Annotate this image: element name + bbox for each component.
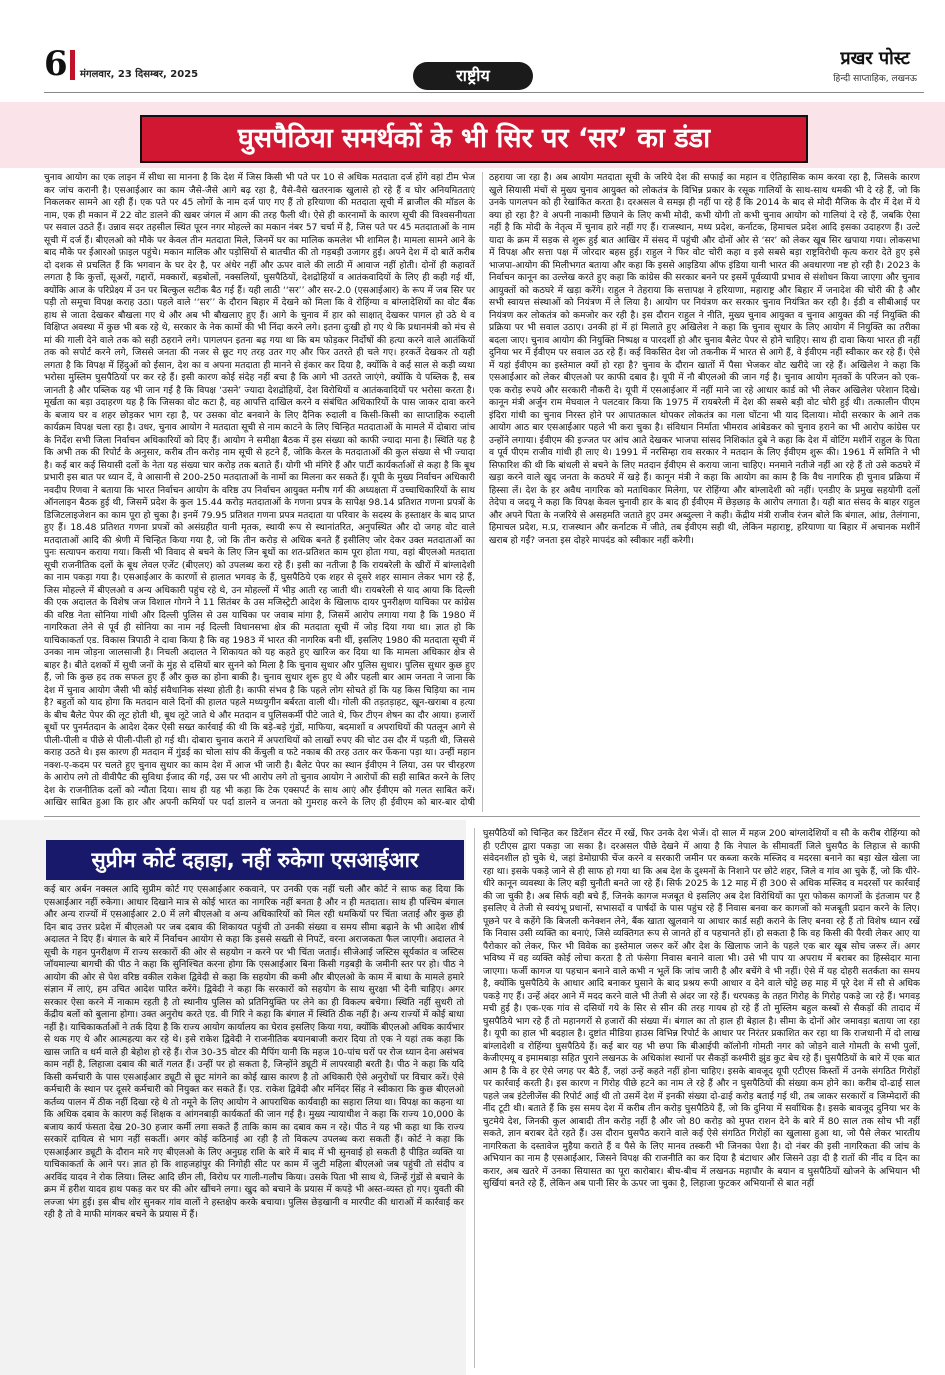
brand-name: प्रखर पोस्ट [840, 48, 910, 69]
sub-article-text: कई बार अर्बन नक्सल आदि सुप्रीम कोर्ट गए एसआईआर रुकवाने, पर उनकी एक नहीं चली और कोर्ट ने साफ कह दिया कि एसआईआर नहीं रुकेगा। आधार दिखाने मात्र से कोई भारत का नागरिक नहीं बनता है और न ही मतदाता। साथ ही पश्चिम बंगाल और अन्य राज्यों में एसआईआर 2.0 में लगे बीएलओ व अन्य अधिकारियों को मिल रही धमकियों पर चिंता जताई और कुछ ही दिन बाद उत्तर प्रदेश में बीएलओ पर जब दबाव की शिकायत पहुंची तो उनकी संख्या व समय सीमा बढ़ाने के भी आदेश शीर्ष अदालत ने दिए हैं। बंगाल के बारे में निर्वाचन आयोग से कहा कि इससे सख्ती से निपटें, वरना अराजकता फैल जाएगी। अदालत ने सूची के गहन पुनरीक्षण में राज्य सरकारों की ओर से सहयोग न करने पर भी चिंता जताई। सीजेआई जस्टिस सूर्यकांत व जस्टिस जॉयमाल्या बागची की पीठ ने कहा कि सुनिश्चित करना होगा कि एसआईआर बिना किसी गड़बड़ी के जमीनी स्तर पर हो। पीठ ने आयोग की ओर से पेश वरिष्ठ वकील राकेश द्विवेदी से कहा कि सहयोग की कमी और बीएलओ के काम में बाधा के मामले हमारे संज्ञान में लाएं, हम उचित आदेश पारित करेंगे। द्विवेदी ने कहा कि सरकारों को सहयोग के साथ सुरक्षा भी देनी चाहिए। अगर सरकार ऐसा करने में नाकाम रहती है तो स्थानीय पुलिस को प्रतिनियुक्ति पर लेने का ही विकल्प बचेगा। स्थिति नहीं सुधरी तो केंद्रीय बलों को बुलाना होगा। उक्त अनुरोध करते एड. वी गिरि ने कहा कि बंगाल में स्थिति ठीक नहीं है। अन्य राज्यों में कोई बाधा नहीं है। याचिकाकर्ताओं ने तर्क दिया है कि राज्य आयोग कार्यालय का घेराव इसलिए किया गया, क्योंकि बीएलओ अधिक कार्यभार से थक गए थे और आत्महत्या कर रहे थे। इसे राकेश द्विवेदी ने राजनीतिक बयानबाजी करार दिया तो एक ने यहां तक कहा कि खास जाति व धर्म वाले ही बेहोश हो रहे हैं। रोज 30-35 वोटर की मैपिंग यानी कि महज 10-पांच घरों पर रोज ध्यान देना असंभव काम नहीं है, लिहाजा दबाव की बातें गलत हैं। उन्हीं पर हो सकता है, जिन्होंने ड्यूटी में लापरवाही बरती है। पीठ ने कहा कि यदि किसी कर्मचारी के पास एसआईआर ड्यूटी से छूट मांगने का कोई खास कारण है तो अधिकारी ऐसे अनुरोधों पर विचार करें। ऐसे कर्मचारी के स्थान पर दूसरे कर्मचारी को नियुक्त कर सकते हैं। एड. राकेश द्विवेदी और मनिंदर सिंह ने स्वीकारा कि कुछ बीएलओ कर्तव्य पालन में ठीक नहीं दिखा रहे थे तो नमूने के लिए आयोग ने आपराधिक कार्यवाही का सहारा लिया था। विपक्ष का कहना था कि अधिक दबाव के कारण कई शिक्षक व आंगनबाड़ी कार्यकर्ता की जान गई है। मुख्य न्यायाधीश ने कहा कि राज्य 10,000 के बजाय कार्य फंसता देख 20-30 हजार कर्मी लगा सकते हैं ताकि काम का दबाव कम न रहे। पीठ ने यह भी कहा था कि राज्य सरकारें दायित्व से भाग नहीं सकतीं। अगर कोई कठिनाई आ रही है तो विकल्प उपलब्ध करा सकती हैं। कोर्ट ने कहा कि एसआईआर ड्यूटी के दौरान मारे गए बीएलओ के लिए अनुग्रह राशि के बारे में बाद में भी सुनवाई हो सकती है पीड़ित व्यक्ति या याचिकाकर्ता के आने पर। ज्ञात हो कि शाहजहांपुर की निगोही सीट पर काम में जुटी महिला बीएलओ जब पहुंची तो संदीप व अरविंद यादव ने रोक लिया। लिस्ट आदि छीन ली, विरोध पर गाली-गलौच किया। उसके पिता भी साथ थे, जिन्हें गुंडों से बचाने के क्रम में हरीश यादव हाथ पकड़ कर घर की ओर खींचने लगा। खुद को बचाने के प्रयास में कपड़े भी अस्त-व्यस्त हो गए। युवती की लज्जा भंग हुई। इस बीच शोर सुनकर गांव वालों ने हस्तक्षेप करके बचाया। पुलिस छेड़खानी व मारपीट की धाराओं में कार्रवाई कर रही है तो वे माफी मांगकर बचने के प्रयास में हैं। [44, 885, 464, 1220]
brand-logo [833, 46, 917, 84]
main-headline: घुसपैठिया समर्थकों के भी सिर पर ‘सर’ का डंडा [140, 115, 808, 163]
section-divider [44, 816, 920, 817]
masthead [0, 0, 945, 100]
page-number-bar [70, 50, 75, 80]
sub-headline: सुप्रीम कोर्ट दहाड़ा, नहीं रुकेगा एसआईआर [46, 840, 464, 880]
brand-tagline: हिन्दी साप्ताहिक, लखनऊ [833, 74, 917, 84]
main-article-text: चुनाव आयोग का एक लाइन में सीधा सा मानना है कि देश में जिस किसी भी पते पर 10 से अधिक मतदाता दर्ज होंगे वहां टीम भेज कर जांच करानी है। एसआईआर का काम जैसे-जैसे आगे बढ़ रहा है, वैसे-वैसे खतरनाक खुलासे हो रहे हैं व घोर अनियमितताएं निकलकर सामने आ रही हैं। एक पते पर 45 लोगों के नाम दर्ज पाए गए हैं तो हरियाणा की मतदाता सूची में ब्राजील की मॉडल के नाम, एक ही मकान में 22 वोट डालने की खबर जंगल में आग की तरह फैली थी। ऐसे ही कारनामों के कारण सूची की विश्वसनीयता पर सवाल उठते हैं। उन्नाव सदर तहसील स्थित पूरन नगर मोहल्ले का मकान नंबर 57 चर्चा में है, जिस पते पर 45 मतदाताओं के नाम सूची में दर्ज हैं। बीएलओ को मौके पर केवल तीन मतदाता मिले, जिनमें घर का मालिक कमलेश भी शामिल है। मामला सामने आने के बाद मौके पर ईआरओ फ़ाइल पहुंचे। मकान मालिक और पड़ोसियों से बातचीत की तो गड़बड़ी उजागर हुई। अपने देश में दो बातें करीब दो दशक से प्रचलित हैं कि भगवान के घर देर है, पर अंधेर नहीं और ऊपर वाले की लाठी में आवाज नहीं होती। दोनों ही कहावतें लगता है कि कुत्तों, सूअरों, गद्दारों, मक्कारों, बड़बोलों, नक्सलियों, घुसपैठियों, देशद्रोहियों व आतंकवादियों के लिए ही कही गई थीं, क्योंकि आज के परिप्रेक्ष्य में उन पर बिल्कुल सटीक बैठ गई हैं। यही लाठी ‘‘सर’’ और सर-2.0 (एसआईआर) के रूप में जब सिर पर पड़ी तो समूचा विपक्ष कराह उठा। पहले वाले ‘‘सर’’ के दौरान बिहार में देखने को मिला कि वे रोहिंग्या व बांग्लादेशियों का वोट बैंक हाथ से जाता देखकर बौखला गए थे और अब भी बौखलाए हुए हैं। आगे के चुनाव में हार को साक्षात् देखकर पागल हो उठे थे व विक्षिप्त अवस्था में कुछ भी बक रहे थे, सरकार के नेक कामों की भी निंदा करने लगे। इतना दुःखी हो गए थे कि प्रधानमंत्री को मंच से मां की गाली देने वाले तक को सही ठहराने लगे। पागलपन इतना बढ़ गया था कि बम फोड़कर निर्दोषों की हत्या करने वाले आतंकियों तक को सपोर्ट करने लगे, जिससे जनता की नजर से छूट गए तरह उतर गए और फिर उतरते ही चले गए। हरकतें देखकर तो यही लगता है कि विपक्ष में हिंदुओं को ईसान, देश का व अपना मतदाता ही मानने से इंकार कर दिया है, क्योंकि वे कई साल से कड़ी व्यथा भरोसा मुस्लिम घुसपैठियों पर कर रहे हैं। इसी कारण कोई संदेह नहीं बचा है कि आगे भी उतरते जाएंगे, क्योंकि ये पब्लिक है, सब जानती है और पब्लिक यह भी जान गई है कि विपक्ष ‘उसने’ ज्यादा देशद्रोहियों, देश विरोधियों व आतंकवादियों पर भरोसा करता है। मूर्खता का बड़ा उदाहरण यह है कि जिसका वोट कटा है, वह आपत्ति दाखिल करने व संबंधित अधिकारियों के पास जाकर दावा करने के बजाय घर व शहर छोड़कर भाग रहा है, पर उसका वोट बनवाने के लिए दैनिक रुदाली व किसी-किसी का साप्ताहिक रुदाली कार्यक्रम विपक्ष चला रहा है। उधर, चुनाव आयोग ने मतदाता सूची से नाम काटने के लिए चिन्हित मतदाताओं के मामले में दोबारा जांच के निर्देश सभी जिला निर्वाचन अधिकारियों को दिए हैं। आयोग ने समीक्षा बैठक में इस संख्या को काफी ज्यादा माना है। स्थिति यह है कि अभी तक की रिपोर्ट के अनुसार, करीब तीन करोड़ नाम सूची से हटने हैं, जोकि केरल के मतदाताओं की कुल संख्या से भी ज्यादा है। कई बार कई सियासी दलों के नेता यह संख्या चार करोड़ तक बताते हैं। योगी भी मंगिरे हैं और पार्टी कार्यकर्ताओं से कहा है कि बूथ प्रभारी इस बात पर ध्यान दें, वे आसानी से 200-250 मतदाताओं के नामों का मिलना कर सकते हैं। यूपी के मुख्य निर्वाचन अधिकारी नवदीप रिणवा ने बताया कि भारत निर्वाचन आयोग के वरिष्ठ उप निर्वाचन आयुक्त मनीष गर्ग की अध्यक्षता में उच्चाधिकारियों के साथ ऑनलाइन बैठक हुई थी, जिसमें प्रदेश के कुल 15.44 करोड़ मतदाताओं के गणना प्रपत्र के सापेक्ष 98.14 प्रतिशत गणना प्रपत्रों के डिजिटलाइजेशन का काम पूरा हो चुका है। इनमें 79.95 प्रतिशत गणना प्रपत्र मतदाता या परिवार के सदस्य के हस्ताक्षर के बाद प्राप्त हुए हैं। 18.48 प्रतिशत गणना प्रपत्रों को असंग्रहीत यानी मृतक, स्थायी रूप से स्थानांतरित, अनुपस्थित और दो जगह वोट वाले मतदाताओं आदि की श्रेणी में चिन्हित किया गया है, जो कि तीन करोड़ से अधिक बनते हैं इसीलिए जोर देकर उक्त मतदाताओं का पुनः सत्यापन कराया गया। किसी भी विवाद से बचने के लिए जिन बूथों का शत-प्रतिशत काम पूरा होता गया, वहां बीएलओ मतदाता सूची राजनीतिक दलों के बूथ लेवल एजेंट (बीएलए) को उपलब्ध करा रहे हैं। इसी का नतीजा है कि रायबरेली के खीरों में बांग्लादेशी का नाम पकड़ा गया है। एसआईआर के कारणों से हालात भगवड़ के हैं, घुसपैठिये एक शहर से दूसरे शहर सामान लेकर भाग रहे हैं, जिस मोहल्ले में बीएलओ व अन्य अधिकारी पहुंच रहे थे, उन मोहल्लों में भीड़ आती रह जाती थी। रायबरेली से याद आया कि दिल्ली की एक अदालत के विशेष जज विशाल गोगने ने 11 सितंबर के उस मजिस्ट्रेटी आदेश के खिलाफ दायर पुनरीक्षण याचिका पर कांग्रेस की वरिष्ठ नेता सोनिया गांधी और दिल्ली पुलिस से उस याचिका पर जवाब मांगा है, जिसमें आरोप लगाया गया है कि 1980 में नागरिकता लेने से पूर्व ही सोनिया का नाम नई दिल्ली विधानसभा क्षेत्र की मतदाता सूची में जोड़ दिया गया था। ज्ञात हो कि याचिकाकर्ता एड. विकास त्रिपाठी ने दावा किया है कि वह 1983 में भारत की नागरिक बनी थीं, इसलिए 1980 की मतदाता सूची में उनका नाम जोड़ना जालसाजी है। निचली अदालत ने शिकायत को यह कहते हुए खारिज कर दिया था कि मामला अधिकार क्षेत्र से बाहर है। बीते दशकों में सुधी जनों के मुंह से दसियों बार सुनने को मिला है कि चुनाव सुधार और पुलिस सुधार। पुलिस सुधार कुछ हुए हैं, जो कि कुछ हद तक सफल हुए हैं और कुछ का होना बाकी है। चुनाव सुधार शुरू हुए थे और पहली बार आम जनता ने जाना कि देश में चुनाव आयोग जैसी भी कोई संवैधानिक संस्था होती है। काफी संभव है कि पहले लोग सोचते हों कि यह किस चिड़िया का नाम है? बहुतों को याद होगा कि मतदान वाले दिनों की हालत पहले मध्ययुगीन बर्बरता वाली थी। गोली की तड़तड़ाहट, खून-खराबा व हत्या के बीच बैलेट पेपर की लूट होती थी, बूथ लूटे जाते थे और मतदान व पुलिसकर्मी पीटे जाते थे, फिर टीएन शेषन का दौर आया। हजारों बूथों पर पुनर्मतदान के आदेश देकर ऐसी सख्त कार्रवाई की थी कि बड़े-बड़े गुंडों, माफिया, बदमाशों व अपराधियों की पतलून आगे से पीली-पीली व पीछे से पीली-पीली हो गई थी। दोबारा चुनाव कराने में अपराधियों को लाखों रुपए की चोट उस दौर में पड़ती थी, जिससे कराह उठते थे। इस कारण ही मतदान में गुंडई का चोला सांप की केंचुली व फटे नकाब की तरह उतार कर फेंकना पड़ा था। उन्हीं महान नक्श-ए-कदम पर चलते हुए चुनाव सुधार का काम देश में आज भी जारी है। बैलेट पेपर का स्थान ईवीएम ने लिया, उस पर चीरहरण के आरोप लगे तो वीवीपैट की सुविधा ईजाद की गई, उस पर भी आरोप लगे तो चुनाव आयोग ने आरोपों की सही साबित करने के लिए देश के राजनीतिक दलों को न्यौता दिया। साथ ही यह भी कहा कि टेक एक्सपर्ट के साथ आएं और ईवीएम को गलत साबित करें। आखिर साबित हुआ कि हार और अपनी कमियों पर पर्दा डालने व जनता को गुमराह करने के लिए ही ईवीएम को बार-बार दोषी ठहराया जा रहा है। अब आयोग मतदाता सूची के जरिये देश की सफाई का महान व ऐतिहासिक काम करवा रहा है, जिसके कारण खुले सियासी मंचों से मुख्य चुनाव आयुक्त को लोकतंत्र के विभिन्न प्रकार के रसूक गालियों के साथ-साथ धमकी भी दे रहे हैं, जो कि उनके पागलपन को ही रेखांकित करता है। दरअसल वे समझ ही नहीं पा रहे हैं कि 2014 के बाद से मोदी मैजिक के दौर में देश में ये क्या हो रहा है? वे अपनी नाकामी छिपाने के लिए कभी मोदी, कभी योगी तो कभी चुनाव आयोग को गालियां दे रहे हैं, जबकि ऐसा नहीं है कि मोदी के नेतृत्व में चुनाव हारे नहीं गए हैं। राजस्थान, मध्य प्रदेश, कर्नाटक, हिमाचल प्रदेश आदि इसका उदाहरण हैं। उल्टे यादा के क्रम में सड़क से शुरू हुई बात आखिर में संसद में पहुंची और दोनों ओर से ‘सर’ को लेकर खूब सिर खपाया गया। लोकसभा में विपक्ष और सत्ता पक्ष में जोरदार बहस हुई। राहुल ने फिर वोट चोरी कहा व इसे सबसे बड़ा राष्ट्रविरोधी कृत्य करार देते हुए इसे भाजपा-आयोग की मिलीभगत बताया और कहा कि इससे आइडिया ऑफ इंडिया यानी भारत की अवधारणा नष्ट हो रही है। 2023 के निर्वाचन कानून का उल्लेख करते हुए कहा कि कांग्रेस की सरकार बनने पर इसमें पूर्वव्यापी प्रभाव से संशोधन किया जाएगा और चुनाव आयुक्तों को कठघरे में खड़ा करेंगे। राहुल ने तेहराया कि सत्तापक्ष ने हरियाणा, महाराष्ट्र और बिहार में जनादेश की चोरी की है और सभी स्वायत्त संस्थाओं को नियंत्रण में ले लिया है। आयोग पर नियंत्रण कर सरकार चुनाव नियंत्रित कर रही है। ईडी व सीबीआई पर नियंत्रण कर लोकतंत्र को कमजोर कर रही है। इस दौरान राहुल ने नीति, मुख्य चुनाव आयुक्त व चुनाव आयुक्त की नई नियुक्ति की प्रक्रिया पर भी सवाल उठाए। उनकी हां में हां मिलाते हुए अखिलेश ने कहा कि चुनाव सुधार के लिए आयोग में नियुक्ति का तरीका बदला जाए। चुनाव आयोग की नियुक्ति निष्पक्ष व पारदर्शी हो और चुनाव बैलेट पेपर से होने चाहिए। साथ ही दावा किया भारत ही नहीं दुनिया भर में ईवीएम पर सवाल उठ रहे हैं। कई विकसित देश जो तकनीक में भारत से आगे हैं, वे ईवीएम नहीं स्वीकार कर रहे हैं। ऐसे में यहां ईवीएम का इस्तेमाल क्यों हो रहा है? चुनाव के दौरान खातों में पैसा भेजकर वोट खरीदे जा रहे हैं। अखिलेश ने कहा कि एसआईआर को लेकर बीएलओ पर काफी दबाव है। यूपी में नौ बीएलओ की जान गई है। चुनाव आयोग मृतकों के परिजन को एक-एक करोड़ रुपये और सरकारी नौकरी दे। यूपी में एसआईआर में नहीं माने जा रहे आधार कार्ड को भी लेकर अखिलेश परेशान दिखे। कानून मंत्री अर्जुन राम मेघवाल ने पलटवार किया कि 1975 में रायबरेली में देश की सबसे बड़ी वोट चोरी हुई थी। तत्कालीन पीएम इंदिरा गांधी का चुनाव निरस्त होने पर आपातकाल थोपकर लोकतंत्र का गला घोंटना भी याद दिलाया। मोदी सरकार के आने तक आयोग आठ बार एसआईआर पहले भी करा चुका है। संविधान निर्माता भीमराव आंबेडकर को चुनाव हराने का भी आरोप कांग्रेस पर उन्होंने लगाया। ईवीएम की इज्जत पर आंच आते देखकर भाजपा सांसद निशिकांत दुबे ने कहा कि देश में वोटिंग मशीनें राहुल के पिता व पूर्व पीएम राजीव गांधी ही लाए थे। 1991 में नरसिम्हा राव सरकार ने मतदान के लिए ईवीएम शुरू की। 1961 में समिति ने भी सिफारिश की थी कि बांधली से बचने के लिए मतदान ईवीएम से कराया जाना चाहिए। मनमाने नतीजे नहीं आ रहे हैं तो उसे कठघरे में खड़ा करने वाले खुद जनता के कठघरे में खड़े हैं। कानून मंत्री ने कहा कि आयोग का काम है कि वैध नागरिक ही चुनाव प्रक्रिया में हिस्सा लें। देश के हर अवैध नागरिक को मताधिकार मिलेगा, पर रोहिंग्या और बांग्लादेशी को नहीं। एनडीए के प्रमुख सहयोगी दलों तेदेपा व जदयू ने कहा कि विपक्ष केवल चुनावी हार के बाद ही ईवीएम में छेड़छाड़ के आरोप लगाता है। यही बात संसद के बाहर राहुल और अपने पिता के नजरिये से असहमति जताते हुए उमर अब्दुल्ला ने कही। केंद्रीय मंत्री राजीव रंजन बोले कि बंगाल, आंध्र, तेलंगाना, हिमाचल प्रदेश, म.प्र, राजस्थान और कर्नाटक में जीते, तब ईवीएम सही थी, लेकिन महाराष्ट्र, हरियाणा या बिहार में अचानक मशीनें खराब हो गईं? जनता इस दोहरे मापदंड को स्वीकार नहीं करेगी। [44, 173, 920, 808]
main-article [44, 172, 920, 812]
page-number: 6 [44, 44, 68, 84]
section-label: राष्ट्रीय [413, 62, 533, 90]
continued-article-text: घुसपैठियों को चिन्हित कर डिटेंशन सेंटर में रखें, फिर उनके देश भेजें। दो साल में महज 200 बांग्लादेशियों व सौ के करीब रोहिंग्या को ही एटीएस द्वारा पकड़ा जा सका है। दरअसल पीछे देखने में आया है कि नेपाल के सीमावर्ती जिले घुसपैठ के लिहाज से काफी संवेदनशील हो चुके थे, जहां डेमोग्राफी चेंज करने व सरकारी जमीन पर कब्जा करके मस्जिद व मदरसा बनाने का बड़ा खेल खेला जा रहा था। इसके पकड़े जाने से ही साफ हो गया था कि अब देश के दुश्मनों के निशाने पर छोटे शहर, जिले व गांव आ चुके हैं, जो कि धीरे-धीरे कानून व्यवस्था के लिए बड़ी चुनौती बनते जा रहे हैं। सिर्फ 2025 के 12 माह में ही 300 से अधिक मस्जिद व मदरसों पर कार्रवाई की जा चुकी है। अब सिर्फ वही बचे हैं, जिनके कागज मजबूत थे इसलिए अब देश विरोधियों का पूरा फोकस कागजों के इंतजाम पर है इसलिए वे तेजी से स्वयंभू प्रधानों, सभासदों व पार्षदों के पास पहुंच रहे हैं निवास बनवा कर कागजों को मजबूती प्रदान करने के लिए। पूछने पर वे कहेंगे कि बिजली कनेक्शन लेने, बैंक खाता खुलवाने या आधार कार्ड सही कराने के लिए बनवा रहे हैं तो विशेष ध्यान रखें कि निवास उसी व्यक्ति का बनाएं, जिसे व्यक्तिगत रूप से जानते हों व पहचानते हों। हो सकता है कि वह किसी की पैरवी लेकर आए या पैरोकार को लेकर, फिर भी विवेक का इस्तेमाल जरूर करें और देश के खिलाफ जाने के पहले एक बार खूब सोच जरूर लें। अगर भविष्य में वह व्यक्ति कोई लोचा करता है तो फंसेगा निवास बनाने वाला भी। उसे भी पाप या अपराध में बराबर का हिस्सेदार माना जाएगा। फर्जी कागज या पहचान बनाने वाले कभी न भूलें कि जांच जारी है और बचेंगे वे भी नहीं। ऐसे में यह दोहरी सतर्कता का समय है, क्योंकि घुसपैठिये के आधार आदि बनाकर घुसाने के बाद प्रश्रय रूपी आधार व देने वाले चोट्टे छह माह में पूरे देश में सौ से अधिक पकड़े गए हैं। उन्हें अंदर आने में मदद करने वाले भी तेजी से अंदर जा रहे हैं। धरपकड़ के तहत गिरोह के गिरोह पकड़े जा रहे हैं। भगवड़ मची हुई है। एक-एक गांव से दसियों गये के सिर से सीन की तरह गायब हो रहे हैं तो मुस्लिम बहुल कस्बों से सैकड़ों की तादाद में घुसपैठिये भाग रहे हैं तो महानगरों से हजारों की संख्या में। बंगाल का तो हाल ही बेहाल है। सीमा के दोनों ओर जमावड़ा बताया जा रहा है। यूपी का हाल भी बदहाल है। दुष्टांत मीडिया हाउस विभिन्न रिपोर्ट के आधार पर निरंतर प्रकाशित कर रहा था कि राजधानी में दो लाख बांग्लादेशी व रोहिंग्या घुसपैठिये हैं। कई बार यह भी छपा कि बीआईपी कॉलोनी गोमती नगर को जोड़ने वाले गोमती के सभी पुलों, केजीएमयू व इमामबाड़ा सहित पुराने लखनऊ के अधिकांश स्थानों पर सैकड़ों कश्मीरी झुंड कुट बेच रहे हैं। घुसपैठियों के बारे में एक बात आम है कि वे हर ऐसे जगह पर बैठे हैं, जहां उन्हें कहते नहीं होना चाहिए। इसके बावजूद यूपी एटीएस किस्तों में उनके संगठित गिरोहों पर कार्रवाई करती है। इस कारण न गिरोह पीछे हटने का नाम ले रहे हैं और न घुसपैठियों की संख्या कम होने का। करीब दो-ढाई साल पहले जब इंटेलीजेंस की रिपोर्ट आई थी तो उसमें देश में इनकी संख्या दो-ढाई करोड़ बताई गई थी, तब जाकर सरकारों व जिम्मेदारों की नींद टूटी थी। बताते हैं कि इस समय देश में करीब तीन करोड़ घुसपैठिये हैं, जो कि दुनिया में सर्वाधिक है। इसके बावजूद दुनिया भर के चुटमेये देश, जिनकी कुल आबादी तीन करोड़ नहीं है और जो 80 करोड़ को मुफ्त राशन देने के बारे में 80 साल तक सोच भी नहीं सकते, ज्ञान बराबर देते रहते हैं। उस दौरान घुसपैठ कराने वाले कई ऐसे संगठित गिरोहों का खुलासा हुआ था, जो पैसे लेकर भारतीय नागरिकता के दस्तावेज मुहैया कराते हैं व पैसे के लिए मानव तस्करी भी जिनका पेशा है। दो नंबर की इसी नागरिकता की जांच के अभियान का नाम है एसआईआर, जिसने विपक्ष की राजनीति का कर दिया है बंटाधार और जिसने उड़ा दी है रातों की नींद व दिन का करार, अब खतरे में उनका सियासत का पूरा कारोबार। बीच-बीच में लखनऊ महापौर के बयान व घुसपैठियों खोजने के अभियान भी सुर्खियां बनते रहे हैं, लेकिन अब पानी सिर के ऊपर जा चुका है, लिहाजा फुटकर अभियानों से बात नहीं [474, 828, 920, 1368]
masthead-rule [44, 92, 924, 93]
issue-date: मंगलवार, 23 दिसम्बर, 2025 [80, 69, 199, 80]
